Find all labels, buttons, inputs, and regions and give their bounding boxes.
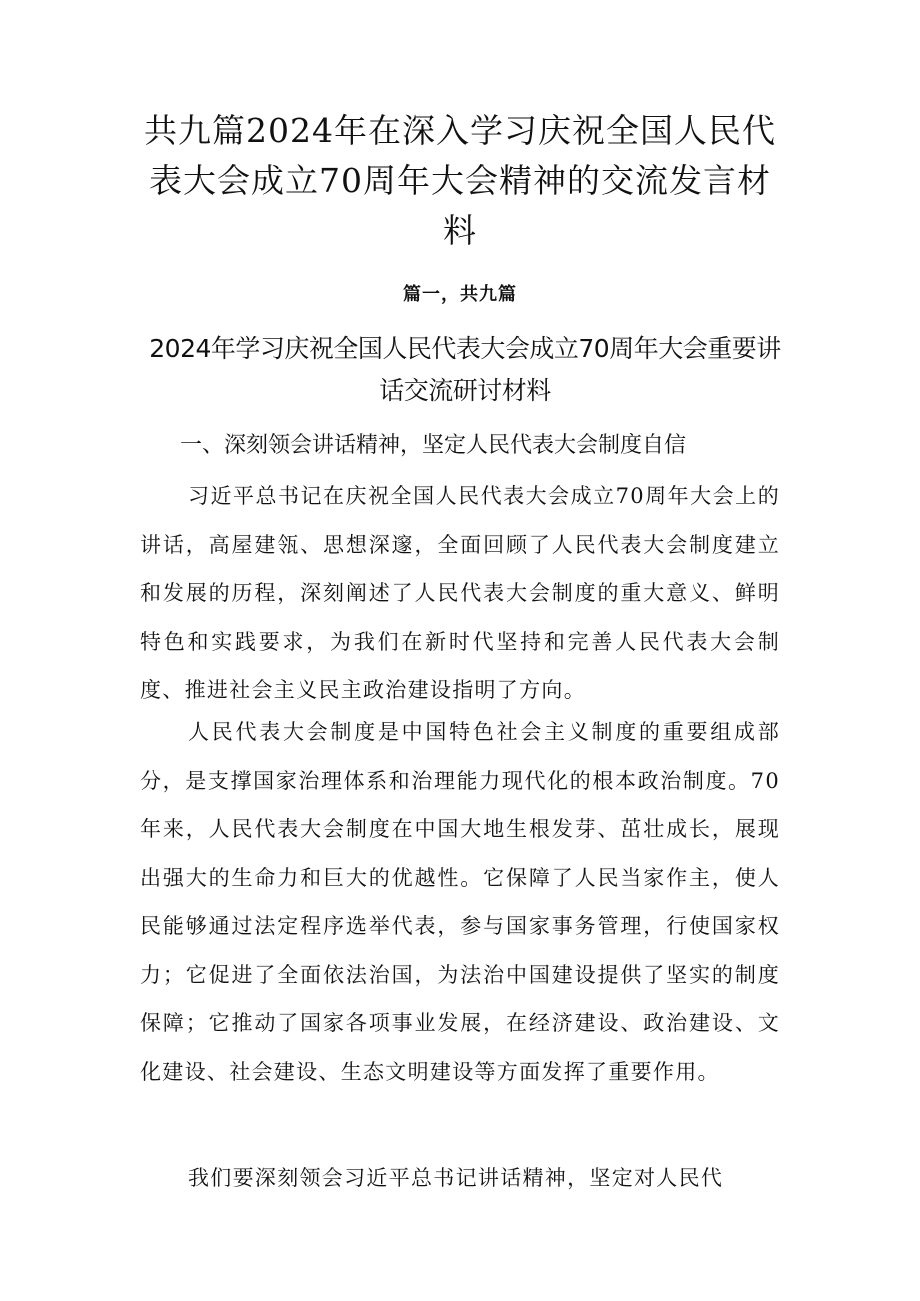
body-paragraph: 人民代表大会制度是中国特色社会主义制度的重要组成部分，是支撑国家治理体系和治理能力现代化的根本政治制度。70年来，人民代表大会制度在中国大地生根发芽、茁壮成长，展现出强大的生命力和巨大的优越性。它保障了人民当家作主，使人民能够通过法定程序选举代表，参与国家事务管理，行使国家权力；它促进了全面依法治国，为法治中国建设提供了坚实的制度保障；它推动了国家各项事业发展，在经济建设、政治建设、文化建设、社会建设、生态文明建设等方面发挥了重要作用。 (140, 720, 780, 1084)
article-subtitle: 2024年学习庆祝全国人民代表大会成立70周年大会重要讲话交流研讨材料 (149, 334, 781, 405)
body-paragraph: 习近平总书记在庆祝全国人民代表大会成立70周年大会上的讲话，高屋建瓴、思想深邃，全面回顾了人民代表大会制度建立和发展的历程，深刻阐述了人民代表大会制度的重大意义、鲜明特色和实践要求，为我们在新时代坚持和完善人民代表大会制度、推进社会主义民主政治建设指明了方向。 (140, 484, 780, 702)
body-paragraph: 我们要深刻领会习近平总书记讲话精神，坚定对人民代 (188, 1166, 724, 1190)
part-label: 篇一，共九篇 (403, 284, 517, 305)
section-heading: 一、深刻领会讲话精神，坚定人民代表大会制度自信 (180, 433, 687, 458)
document-title: 共九篇2024年在深入学习庆祝全国人民代表大会成立70周年大会精神的交流发言材料 (144, 111, 776, 250)
